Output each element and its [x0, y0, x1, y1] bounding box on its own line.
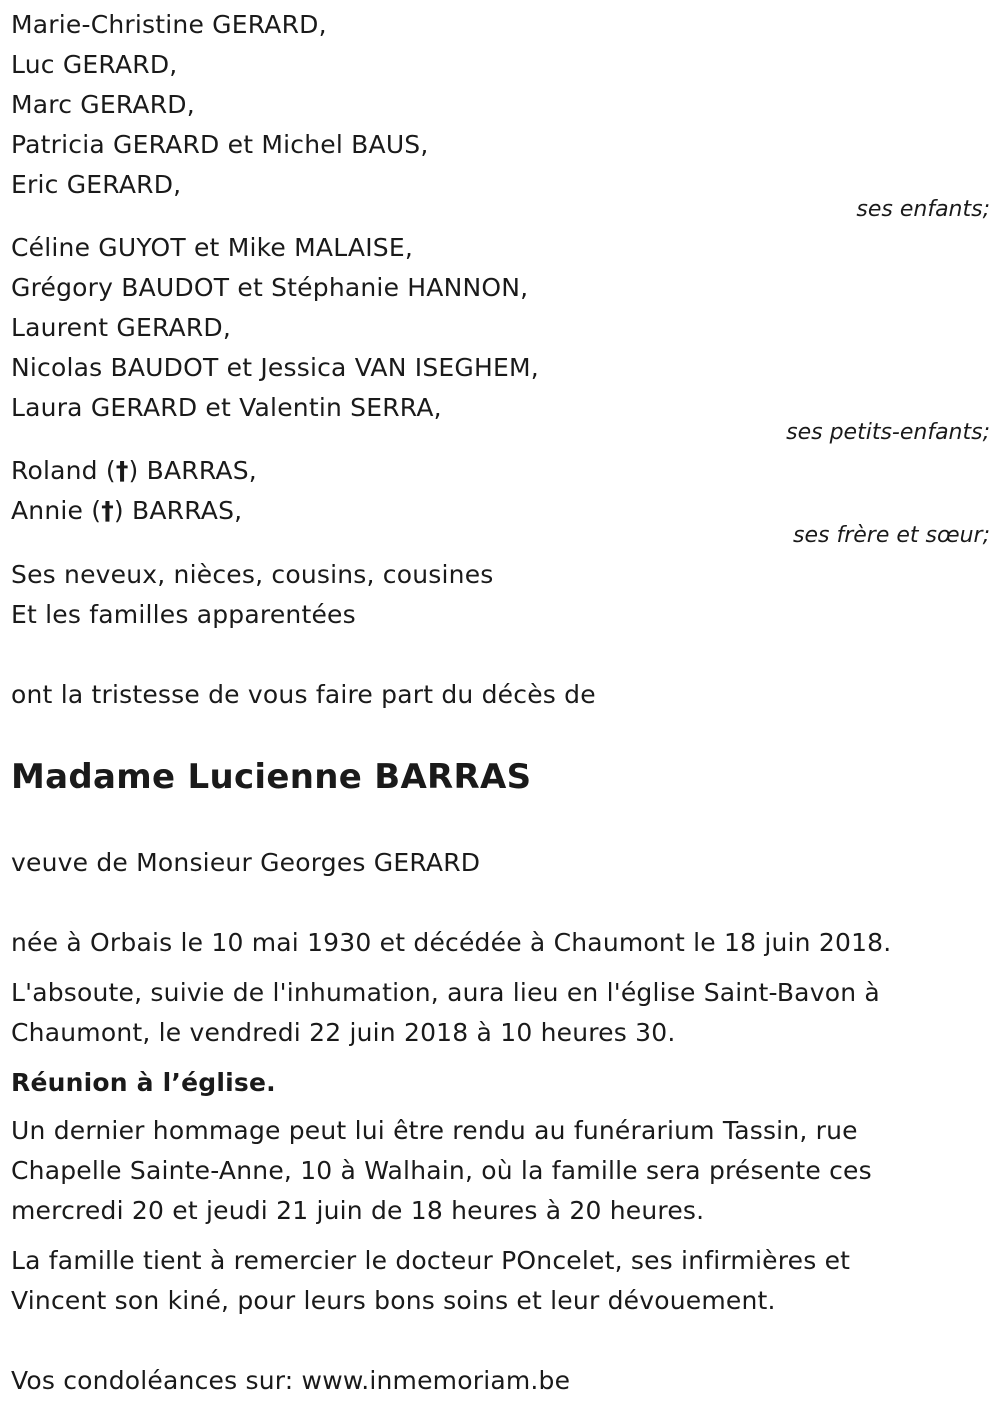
grandchild-name: Laurent GERARD,	[11, 313, 231, 342]
child-name: Marc GERARD,	[11, 90, 195, 119]
child-name: Marie-Christine GERARD,	[11, 10, 327, 39]
sibling-first: Annie (	[11, 496, 102, 525]
tribute-line: Chapelle Sainte-Anne, 10 à Walhain, où la famille sera présente ces	[11, 1156, 872, 1185]
birth-death: née à Orbais le 10 mai 1930 et décédée à Chaumont le 18 juin 2018.	[11, 928, 892, 957]
announcement: ont la tristesse de vous faire part du décès de	[11, 680, 596, 709]
tribute-line: mercredi 20 et jeudi 21 juin de 18 heures à 20 heures.	[11, 1196, 705, 1225]
sibling-name	[11, 456, 257, 486]
grandchild-name: Céline GUYOT et Mike MALAISE,	[11, 233, 413, 262]
sibling-last: ) BARRAS,	[113, 496, 243, 525]
tribute-line: Un dernier hommage peut lui être rendu au funérarium Tassin, rue	[11, 1116, 858, 1145]
deceased-name: Madame Lucienne BARRAS	[11, 757, 532, 797]
grandchild-name: Nicolas BAUDOT et Jessica VAN ISEGHEM,	[11, 353, 539, 382]
extended-family-line: Ses neveux, nièces, cousins, cousines	[11, 560, 494, 589]
grandchild-name: Laura GERARD et Valentin SERRA,	[11, 393, 442, 422]
meeting-note: Réunion à l’église.	[11, 1068, 276, 1097]
grandchild-name: Grégory BAUDOT et Stéphanie HANNON,	[11, 273, 529, 302]
child-name: Eric GERARD,	[11, 170, 182, 199]
sibling-last: ) BARRAS,	[128, 456, 257, 485]
siblings-role: ses frère et sœur;	[793, 523, 990, 548]
thanks-line: La famille tient à remercier le docteur POncelet, ses infirmières et	[11, 1246, 851, 1275]
ceremony-line: L'absoute, suivie de l'inhumation, aura lieu en l'église Saint-Bavon à	[11, 978, 880, 1007]
cross-icon: †	[101, 496, 114, 525]
grandchildren-role: ses petits-enfants;	[786, 420, 990, 445]
thanks-line: Vincent son kiné, pour leurs bons soins et leur dévouement.	[11, 1286, 776, 1315]
sibling-name	[11, 496, 242, 526]
extended-family-line: Et les familles apparentées	[11, 600, 356, 629]
ceremony-line: Chaumont, le vendredi 22 juin 2018 à 10 heures 30.	[11, 1018, 676, 1047]
cross-icon: †	[115, 456, 129, 485]
children-role: ses enfants;	[856, 197, 990, 222]
condolences-link[interactable]: Vos condoléances sur: www.inmemoriam.be	[11, 1366, 571, 1395]
widow-of: veuve de Monsieur Georges GERARD	[11, 848, 481, 877]
child-name: Patricia GERARD et Michel BAUS,	[11, 130, 429, 159]
child-name: Luc GERARD,	[11, 50, 178, 79]
sibling-first: Roland (	[11, 456, 116, 485]
